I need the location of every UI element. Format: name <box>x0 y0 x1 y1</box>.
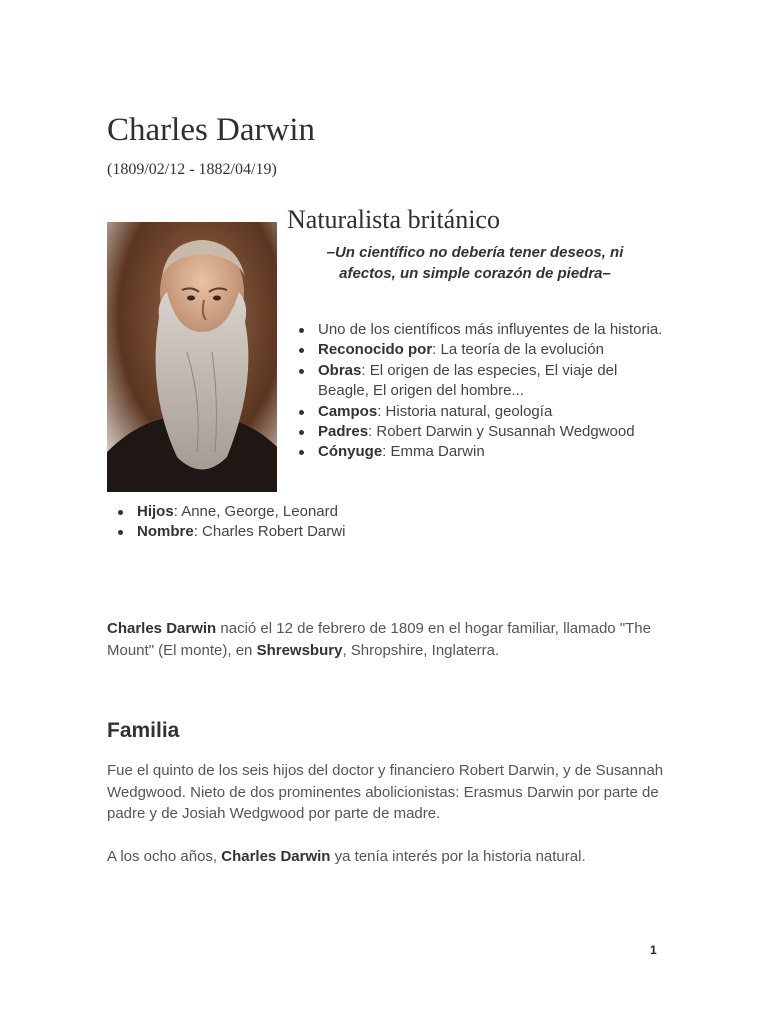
intro-paragraph: Charles Darwin nació el 12 de febrero de 1809 en el hogar familiar, llamado "The Mount" (El monte), en Shrewsbury, Shropshire, Inglaterra. <box>107 620 651 659</box>
list-item: Padres: Robert Darwin y Susannah Wedgwood <box>296 422 666 442</box>
list-item: Uno de los científicos más influyentes de la historia. <box>296 320 666 340</box>
list-item: Obras: El origen de las especies, El viaje del Beagle, El origen del hombre... <box>296 361 666 402</box>
page-title: Charles Darwin <box>107 112 316 148</box>
interest-paragraph: A los ocho años, Charles Darwin ya tenía interés por la historia natural. <box>107 848 586 865</box>
list-item: Reconocido por: La teoría de la evolución <box>296 340 666 360</box>
facts-list-right <box>296 320 666 463</box>
profile-quote: –Un científico no debería tener deseos, ni afectos, un simple corazón de piedra– <box>326 244 624 282</box>
list-item: Cónyuge: Emma Darwin <box>296 442 666 462</box>
facts-list-left <box>115 502 515 543</box>
life-dates: (1809/02/12 - 1882/04/19) <box>107 161 277 178</box>
profile-subtitle: Naturalista británico <box>287 205 500 234</box>
familia-paragraph: Fue el quinto de los seis hijos del doctor y financiero Robert Darwin, y de Susannah Wedgwood. Nieto de dos prominentes abolicionistas: Erasmus Darwin por parte de padre y de Josiah Wedgwood por parte de madre. <box>107 762 664 822</box>
portrait-photo <box>107 222 277 492</box>
section-heading-familia: Familia <box>107 719 180 742</box>
list-item: Hijos: Anne, George, Leonard <box>115 502 515 522</box>
page-number: 1 <box>650 943 657 957</box>
list-item: Campos: Historia natural, geología <box>296 402 666 422</box>
list-item: Nombre: Charles Robert Darwi <box>115 522 515 542</box>
